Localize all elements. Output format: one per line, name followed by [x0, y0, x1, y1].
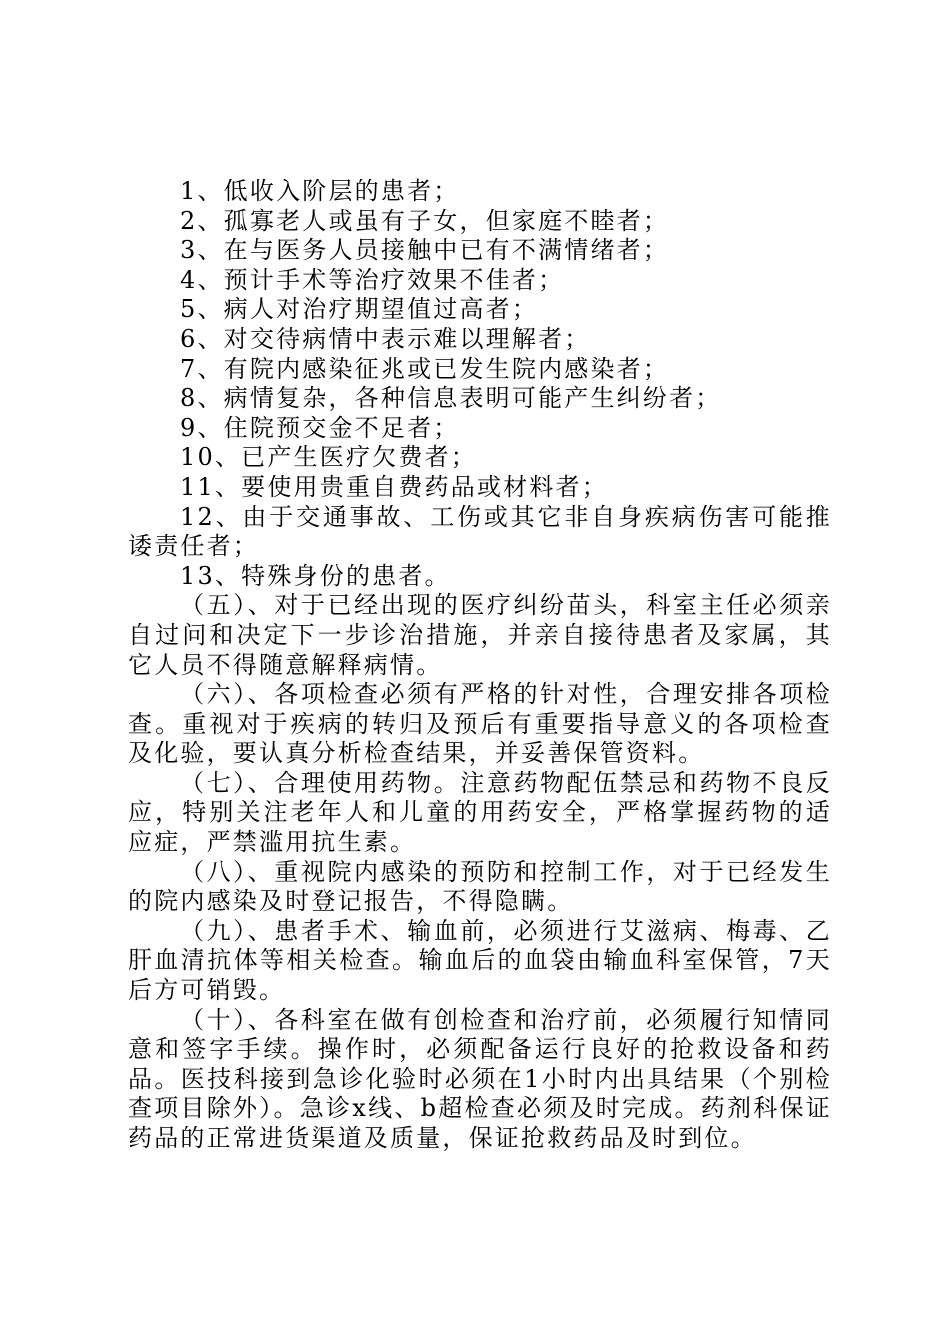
- document-body: [128, 177, 832, 1154]
- list-item-8: 8、病情复杂，各种信息表明可能产生纠纷者；: [180, 384, 722, 413]
- list-item-5: 5、病人对治疗期望值过高者；: [180, 295, 539, 324]
- section-6-paragraph: （六）、各项检查必须有严格的针对性，合理安排各项检查。重视对于疾病的转归及预后有重要指导意义的各项检查及化验，要认真分析检查结果，并妥善保管资料。: [128, 680, 832, 768]
- section-7-paragraph: （七）、合理使用药物。注意药物配伍禁忌和药物不良反应，特别关注老年人和儿童的用药安全，严格掌握药物的适应症，严禁滥用抗生素。: [128, 768, 832, 857]
- list-item-1: 1、低收入阶层的患者；: [180, 177, 460, 205]
- section-5-paragraph: （五）、对于已经出现的医疗纠纷苗头，科室主任必须亲自过问和决定下一步诊治措施，并亲自接待患者及家属，其它人员不得随意解释病情。: [128, 591, 832, 679]
- list-item-9: 9、住院预交金不足者；: [180, 413, 460, 442]
- list-item-6: 6、对交待病情中表示难以理解者；: [180, 324, 591, 353]
- list-item-2: 2、孤寡老人或虽有子女，但家庭不睦者；: [180, 206, 670, 235]
- list-item-12: 12、由于交通事故、工伤或其它非自身疾病伤害可能推诿责任者；: [128, 502, 832, 561]
- list-item-3: 3、在与医务人员接触中已有不满情绪者；: [180, 236, 670, 265]
- section-9-paragraph: （九）、患者手术、输血前，必须进行艾滋病、梅毒、乙肝血清抗体等相关检查。输血后的血袋由输血科室保管，7天后方可销毁。: [128, 916, 832, 1005]
- list-item-13: 13、特殊身份的患者。: [180, 561, 451, 590]
- list-item-7: 7、有院内感染征兆或已发生院内感染者；: [180, 354, 670, 383]
- list-item-10: 10、已产生医疗欠费者；: [180, 443, 477, 472]
- list-item-11: 11、要使用贵重自费药品或材料者；: [180, 472, 608, 501]
- section-8-paragraph: （八）、重视院内感染的预防和控制工作，对于已经发生的院内感染及时登记报告，不得隐瞒。: [128, 857, 832, 916]
- list-item-4: 4、预计手术等治疗效果不佳者；: [180, 265, 565, 294]
- section-10-paragraph: （十）、各科室在做有创检查和治疗前，必须履行知情同意和签字手续。操作时，必须配备运行良好的抢救设备和药品。医技科接到急诊化验时必须在1小时内出具结果（个别检查项目除外）。急诊x线、b超检查必须及时完成。药剂科保证药品的正常进货渠道及质量，保证抢救药品及时到位。: [128, 1005, 832, 1152]
